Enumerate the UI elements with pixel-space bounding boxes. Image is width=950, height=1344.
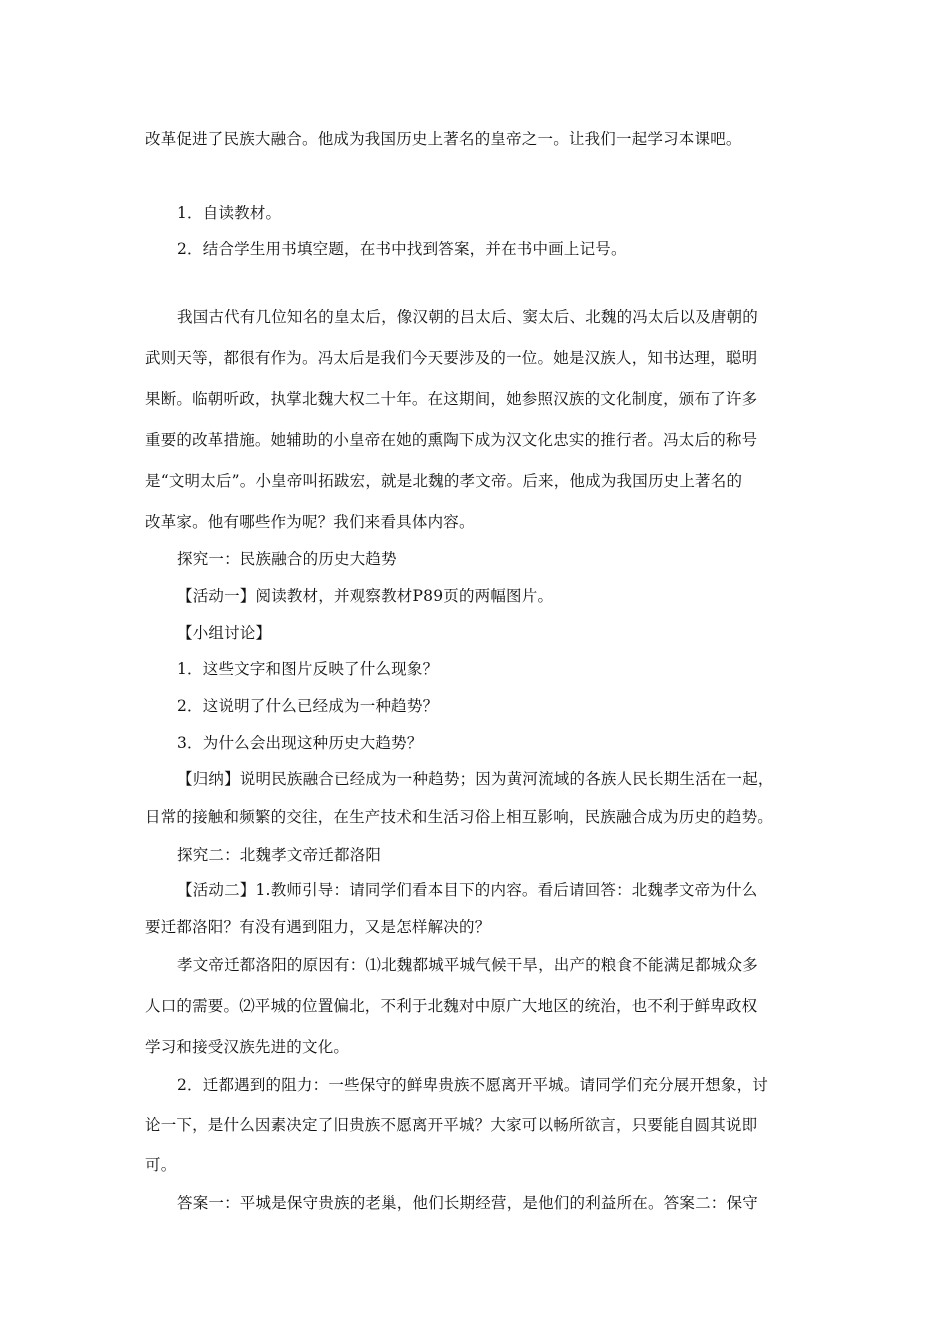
paragraph-line: 要迁都洛阳？有没有遇到阻力，又是怎样解决的？ xyxy=(145,918,491,936)
paragraph-line: 可。 xyxy=(145,1156,177,1174)
paragraph-line: 答案一：平城是保守贵族的老巢，他们长期经营，是他们的利益所在。答案二：保守 xyxy=(177,1194,758,1212)
paragraph-line: 我国古代有几位知名的皇太后，像汉朝的吕太后、窦太后、北魏的冯太后以及唐朝的 xyxy=(177,308,758,326)
section-heading: 探究二：北魏孝文帝迁都洛阳 xyxy=(177,846,382,864)
section-heading: 探究一：民族融合的历史大趋势 xyxy=(177,550,397,568)
list-item: 2．这说明了什么已经成为一种趋势？ xyxy=(177,697,439,715)
paragraph-line: 改革促进了民族大融合。他成为我国历史上著名的皇帝之一。让我们一起学习本课吧。 xyxy=(145,130,742,148)
activity-heading: 【活动二】1.教师引导：请同学们看本目下的内容。看后请回答：北魏孝文帝为什么 xyxy=(177,881,758,899)
discussion-heading: 【小组讨论】 xyxy=(177,624,272,642)
list-item: 1．自读教材。 xyxy=(177,204,282,222)
list-item: 3．为什么会出现这种历史大趋势？ xyxy=(177,734,423,752)
paragraph-line: 是“文明太后”。小皇帝叫拓跋宏，就是北魏的孝文帝。后来，他成为我国历史上著名的 xyxy=(145,472,743,490)
list-item: 2．结合学生用书填空题，在书中找到答案，并在书中画上记号。 xyxy=(177,240,627,258)
summary-line: 【归纳】说明民族融合已经成为一种趋势；因为黄河流域的各族人民长期生活在一起， xyxy=(177,770,774,788)
paragraph-line: 学习和接受汉族先进的文化。 xyxy=(145,1038,350,1056)
paragraph-line: 果断。临朝听政，执掌北魏大权二十年。在这期间，她参照汉族的文化制度，颁布了许多 xyxy=(145,390,758,408)
paragraph-line: 孝文帝迁都洛阳的原因有：⑴北魏都城平城气候干旱，出产的粮食不能满足都城众多 xyxy=(177,956,758,974)
paragraph-line: 2．迁都遇到的阻力：一些保守的鲜卑贵族不愿离开平城。请同学们充分展开想象，讨 xyxy=(177,1076,768,1094)
paragraph-line: 人口的需要。⑵平城的位置偏北，不利于北魏对中原广大地区的统治，也不利于鲜卑政权 xyxy=(145,997,758,1015)
list-item: 1．这些文字和图片反映了什么现象？ xyxy=(177,660,439,678)
paragraph-line: 武则天等，都很有作为。冯太后是我们今天要涉及的一位。她是汉族人，知书达理，聪明 xyxy=(145,349,758,367)
paragraph-line: 论一下，是什么因素决定了旧贵族不愿离开平城？大家可以畅所欲言，只要能自圆其说即 xyxy=(145,1116,758,1134)
paragraph-line: 重要的改革措施。她辅助的小皇帝在她的熏陶下成为汉文化忠实的推行者。冯太后的称号 xyxy=(145,431,758,449)
paragraph-line: 改革家。他有哪些作为呢？我们来看具体内容。 xyxy=(145,513,475,531)
summary-line: 日常的接触和频繁的交往，在生产技术和生活习俗上相互影响，民族融合成为历史的趋势。 xyxy=(145,808,774,826)
activity-heading: 【活动一】阅读教材，并观察教材P89页的两幅图片。 xyxy=(177,587,554,605)
